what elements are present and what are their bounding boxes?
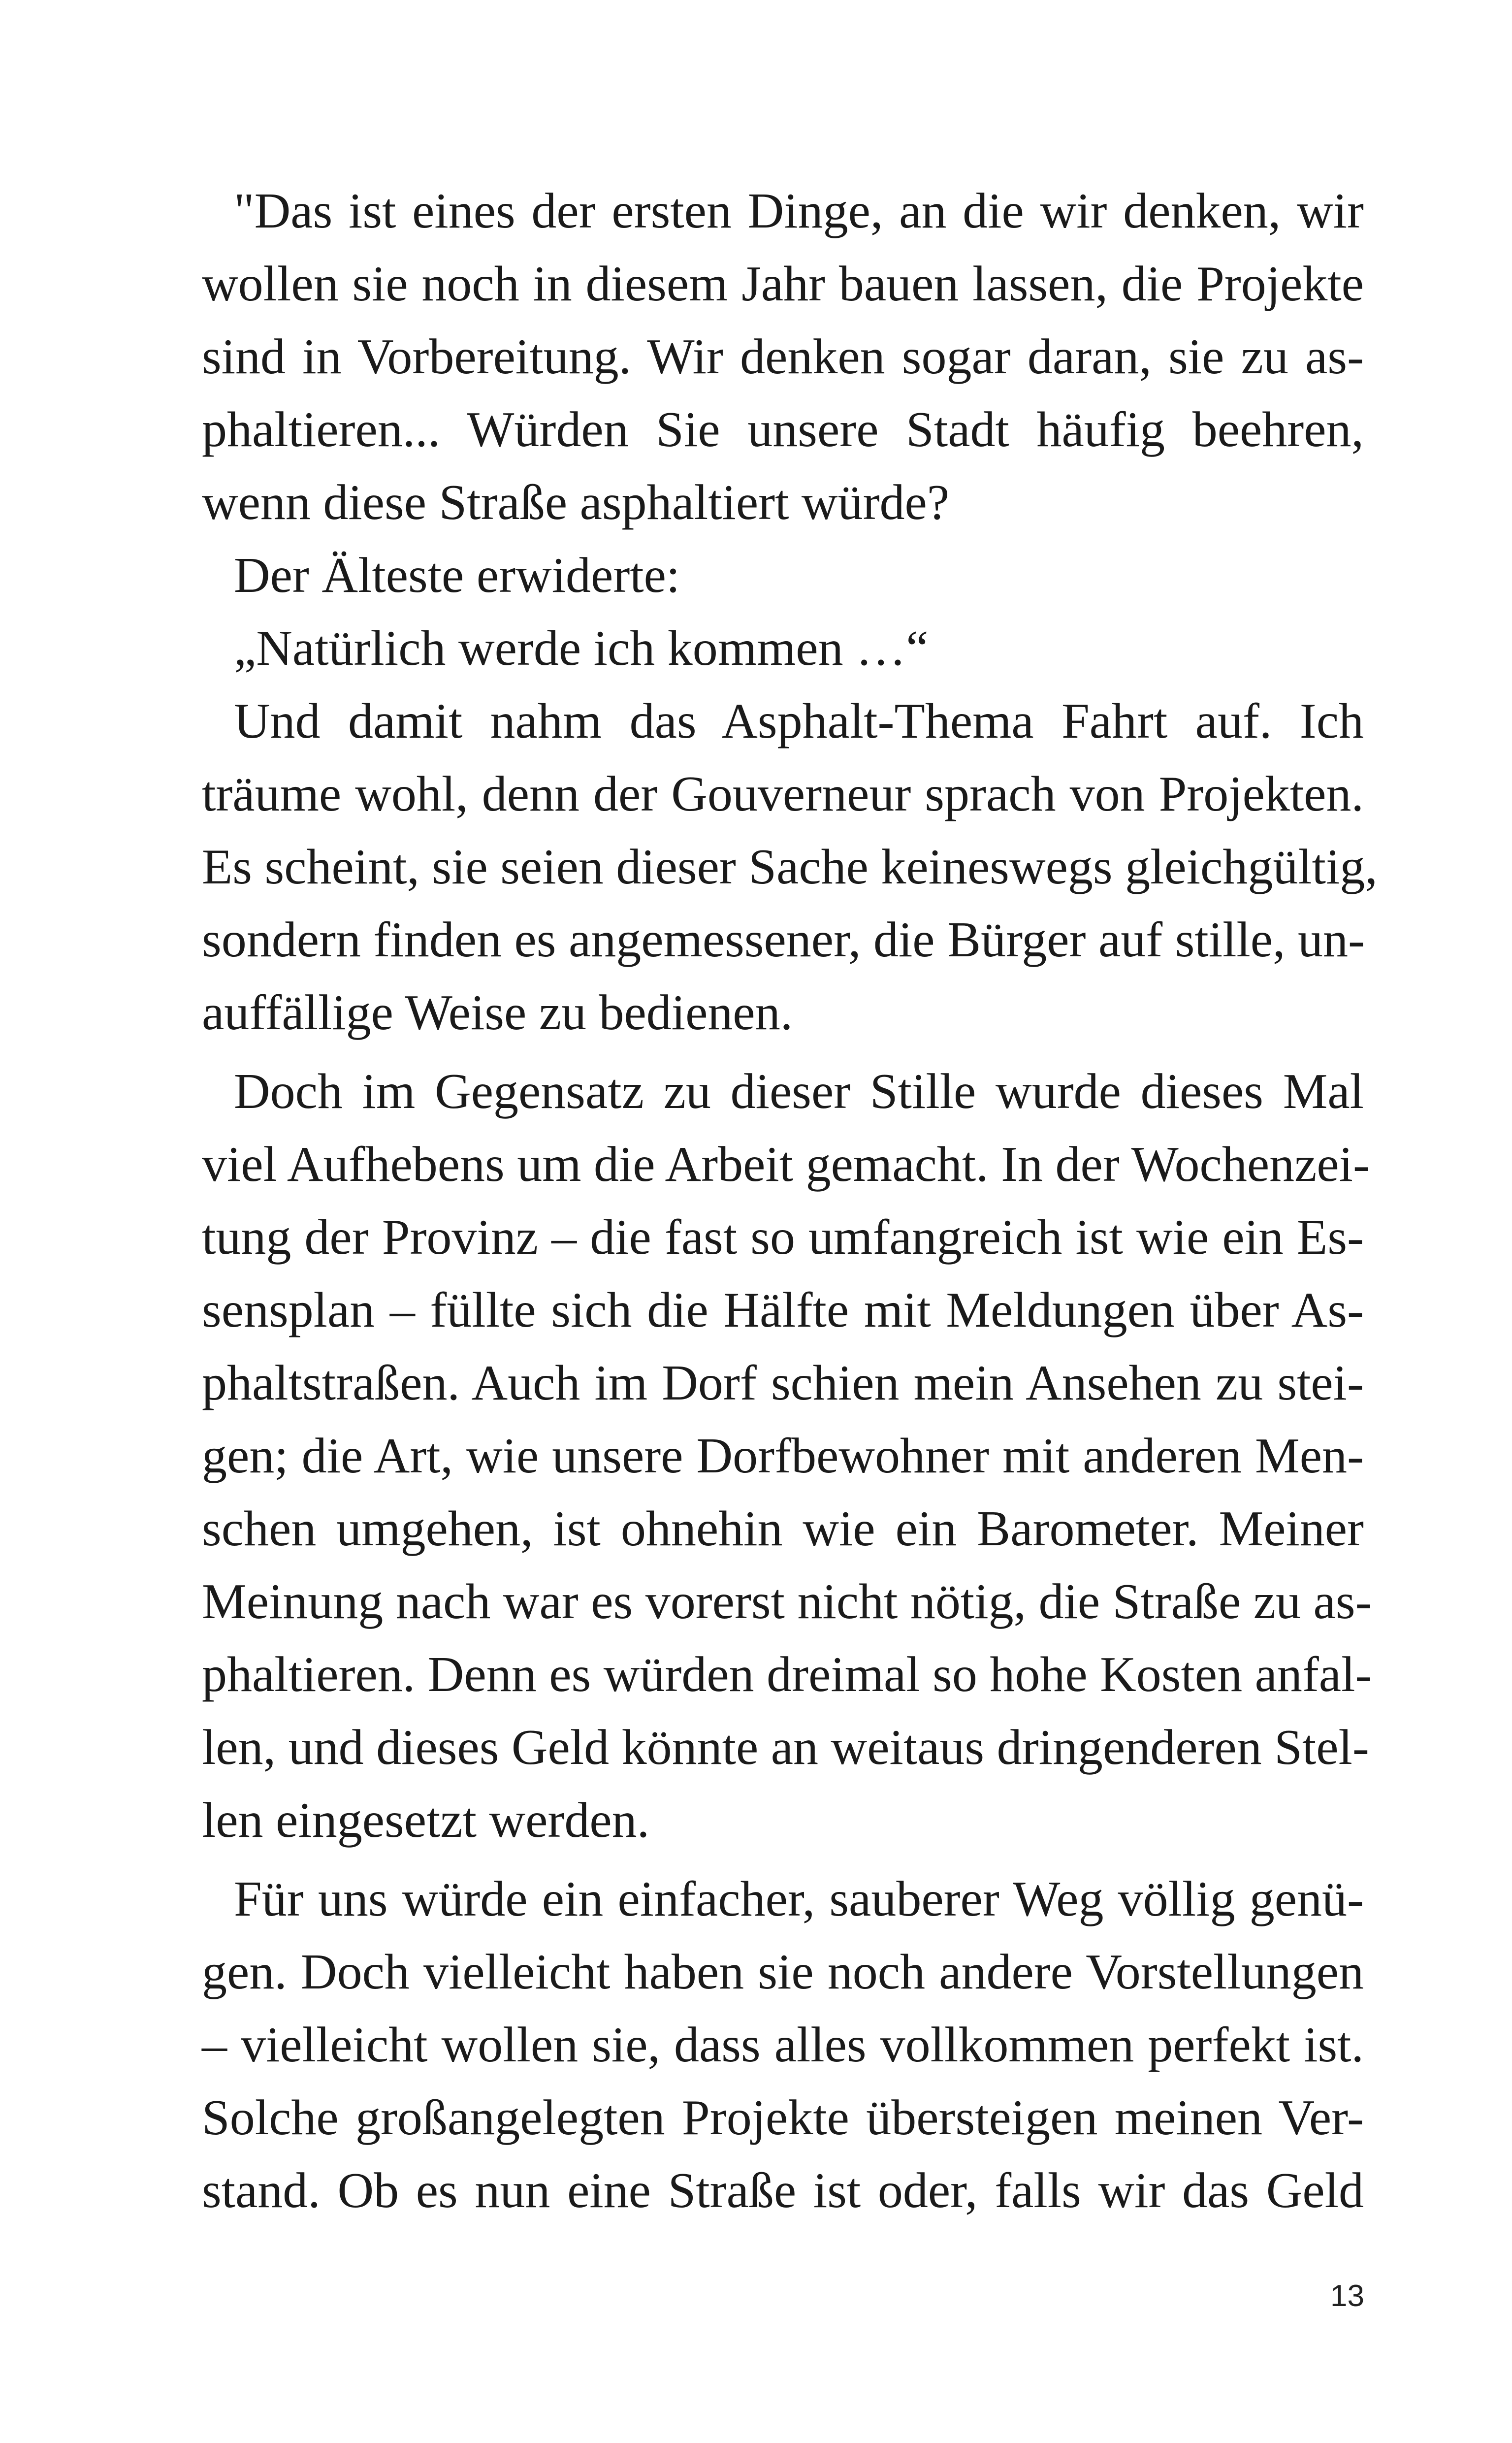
text-line: wenn diese Straße asphaltiert würde? bbox=[202, 475, 950, 530]
text-line: phaltieren... Würden Sie unsere Stadt häufig beehren, bbox=[202, 402, 1364, 457]
text-line: sensplan – füllte sich die Hälfte mit Meldungen über As- bbox=[202, 1282, 1364, 1338]
text-line: Solche großangelegten Projekte übersteigen meinen Ver- bbox=[202, 2090, 1364, 2146]
text-line: len eingesetzt werden. bbox=[202, 1792, 650, 1848]
text-line: Und damit nahm das Asphalt-Thema Fahrt auf. Ich bbox=[234, 693, 1364, 749]
paragraph-asphalt-theme bbox=[202, 685, 1378, 1049]
paragraph-elder-quote bbox=[202, 612, 1364, 685]
text-line: tung der Provinz – die fast so umfangreich ist wie ein Es- bbox=[202, 1209, 1364, 1265]
text-line: schen umgehen, ist ohnehin wie ein Barometer. Meiner bbox=[202, 1501, 1364, 1557]
text-line: träume wohl, denn der Gouverneur sprach von Projekten. bbox=[202, 766, 1364, 822]
text-line: gen; die Art, wie unsere Dorfbewohner mit anderen Men- bbox=[202, 1428, 1364, 1484]
text-line: "Das ist eines der ersten Dinge, an die wir denken, wir bbox=[234, 183, 1364, 239]
text-line: viel Aufhebens um die Arbeit gemacht. In der Wochenzei- bbox=[202, 1137, 1370, 1192]
text-line: wollen sie noch in diesem Jahr bauen lassen, die Projekte bbox=[202, 256, 1364, 312]
text-line: Es scheint, sie seien dieser Sache keineswegs gleichgültig, bbox=[202, 839, 1378, 895]
paragraph-contrast-silence bbox=[202, 1055, 1372, 1857]
text-line: sondern finden es angemessener, die Bürger auf stille, un- bbox=[202, 912, 1365, 968]
text-line: Meinung nach war es vorerst nicht nötig, die Straße zu as- bbox=[202, 1574, 1372, 1629]
paragraph-quote-governor bbox=[202, 175, 1364, 539]
text-line: Doch im Gegensatz zu dieser Stille wurde dieses Mal bbox=[234, 1064, 1364, 1119]
text-line: sind in Vorbereitung. Wir denken sogar daran, sie zu as- bbox=[202, 329, 1364, 385]
text-line: – vielleicht wollen sie, dass alles vollkommen perfekt ist. bbox=[202, 2017, 1364, 2073]
paragraph-gap bbox=[202, 1049, 1364, 1055]
paragraph-simple-path bbox=[202, 1863, 1364, 2227]
page-number: 13 bbox=[1330, 2279, 1364, 2313]
body-text bbox=[202, 175, 1378, 2227]
paragraph-elder-replied bbox=[202, 539, 1364, 612]
paragraph-gap bbox=[202, 1857, 1364, 1863]
text-line: len, und dieses Geld könnte an weitaus dringenderen Stel- bbox=[202, 1720, 1369, 1775]
text-line: phaltieren. Denn es würden dreimal so hohe Kosten anfal- bbox=[202, 1647, 1372, 1702]
text-line: „Natürlich werde ich kommen …“ bbox=[234, 620, 929, 676]
text-line: phaltstraßen. Auch im Dorf schien mein Ansehen zu stei- bbox=[202, 1355, 1364, 1411]
text-line: Der Älteste erwiderte: bbox=[234, 548, 680, 603]
text-line: stand. Ob es nun eine Straße ist oder, falls wir das Geld bbox=[202, 2163, 1364, 2218]
text-line: auffällige Weise zu bedienen. bbox=[202, 985, 793, 1041]
text-line: Für uns würde ein einfacher, sauberer Weg völlig genü- bbox=[234, 1871, 1364, 1927]
text-line: gen. Doch vielleicht haben sie noch andere Vorstellungen bbox=[202, 1944, 1364, 2000]
